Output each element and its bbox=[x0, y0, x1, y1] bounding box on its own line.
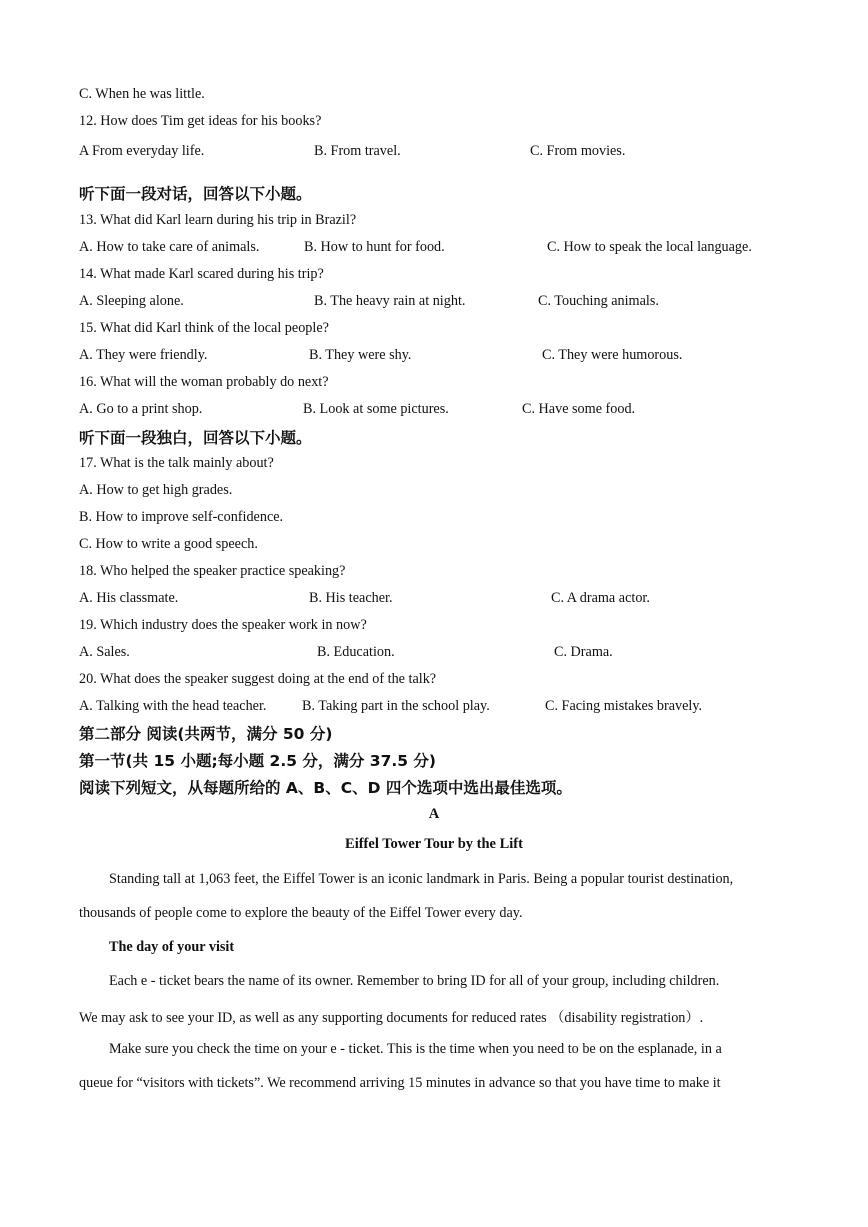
q14-option-a: A. Sleeping alone. bbox=[79, 293, 184, 309]
q15-option-c: C. They were humorous. bbox=[542, 347, 683, 363]
q17-option-a: A. How to get high grades. bbox=[79, 482, 233, 498]
q14-option-b: B. The heavy rain at night. bbox=[314, 293, 466, 309]
passage-p3-line2: queue for “visitors with tickets”. We recommend arriving 15 minutes in advance so that you have time to make it bbox=[79, 1075, 721, 1091]
q18-option-a: A. His classmate. bbox=[79, 590, 179, 606]
section1-header: 第一节(共 15 小题;每小题 2.5 分，满分 37.5 分) bbox=[79, 752, 437, 770]
q13-option-a: A. How to take care of animals. bbox=[79, 239, 260, 255]
q16-option-b: B. Look at some pictures. bbox=[303, 401, 449, 417]
q20-question: 20. What does the speaker suggest doing at the end of the talk? bbox=[79, 671, 437, 687]
q15-question: 15. What did Karl think of the local people? bbox=[79, 320, 329, 336]
q18-option-b: B. His teacher. bbox=[309, 590, 393, 606]
monologue-section-header: 听下面一段独白，回答以下小题。 bbox=[79, 429, 312, 447]
q12-option-c: C. From movies. bbox=[530, 143, 626, 159]
passage-subheading: The day of your visit bbox=[109, 939, 235, 955]
q19-option-a: A. Sales. bbox=[79, 644, 130, 660]
q19-option-b: B. Education. bbox=[317, 644, 395, 660]
q15-option-a: A. They were friendly. bbox=[79, 347, 208, 363]
q12-option-b: B. From travel. bbox=[314, 143, 401, 159]
q18-option-c: C. A drama actor. bbox=[551, 590, 650, 606]
part2-header: 第二部分 阅读(共两节，满分 50 分) bbox=[79, 725, 333, 743]
q17-question: 17. What is the talk mainly about? bbox=[79, 455, 274, 471]
q13-option-c: C. How to speak the local language. bbox=[547, 239, 752, 255]
passage-title: Eiffel Tower Tour by the Lift bbox=[345, 836, 523, 852]
q20-option-b: B. Taking part in the school play. bbox=[302, 698, 490, 714]
q19-question: 19. Which industry does the speaker work in now? bbox=[79, 617, 367, 633]
q16-question: 16. What will the woman probably do next? bbox=[79, 374, 329, 390]
q11-option-c: C. When he was little. bbox=[79, 86, 205, 102]
q16-option-a: A. Go to a print shop. bbox=[79, 401, 203, 417]
q17-option-b: B. How to improve self-confidence. bbox=[79, 509, 284, 525]
reading-instructions: 阅读下列短文，从每题所给的 A、B、C、D 四个选项中选出最佳选项。 bbox=[79, 779, 572, 797]
q13-question: 13. What did Karl learn during his trip in Brazil? bbox=[79, 212, 357, 228]
q13-option-b: B. How to hunt for food. bbox=[304, 239, 445, 255]
q16-option-c: C. Have some food. bbox=[522, 401, 636, 417]
q20-option-c: C. Facing mistakes bravely. bbox=[545, 698, 703, 714]
q20-option-a: A. Talking with the head teacher. bbox=[79, 698, 267, 714]
q19-option-c: C. Drama. bbox=[554, 644, 613, 660]
q14-question: 14. What made Karl scared during his trip? bbox=[79, 266, 324, 282]
q17-option-c: C. How to write a good speech. bbox=[79, 536, 258, 552]
passage-p1-line2: thousands of people come to explore the beauty of the Eiffel Tower every day. bbox=[79, 905, 523, 921]
passage-p2-line1: Each e - ticket bears the name of its owner. Remember to bring ID for all of your group, including children. bbox=[109, 973, 720, 989]
passage-label: A bbox=[428, 806, 440, 822]
q14-option-c: C. Touching animals. bbox=[538, 293, 659, 309]
q18-question: 18. Who helped the speaker practice speaking? bbox=[79, 563, 346, 579]
q12-option-a: A From everyday life. bbox=[79, 143, 205, 159]
q15-option-b: B. They were shy. bbox=[309, 347, 412, 363]
q12-question: 12. How does Tim get ideas for his books? bbox=[79, 113, 322, 129]
passage-p3-line1: Make sure you check the time on your e - ticket. This is the time when you need to be on the esplanade, in a bbox=[109, 1041, 722, 1057]
dialogue-section-header: 听下面一段对话，回答以下小题。 bbox=[79, 185, 312, 203]
passage-p2-line2: We may ask to see your ID, as well as any supporting documents for reduced rates （disability registration）. bbox=[79, 1010, 704, 1026]
passage-p1-line1: Standing tall at 1,063 feet, the Eiffel Tower is an iconic landmark in Paris. Being a popular tourist destination, bbox=[109, 871, 734, 887]
